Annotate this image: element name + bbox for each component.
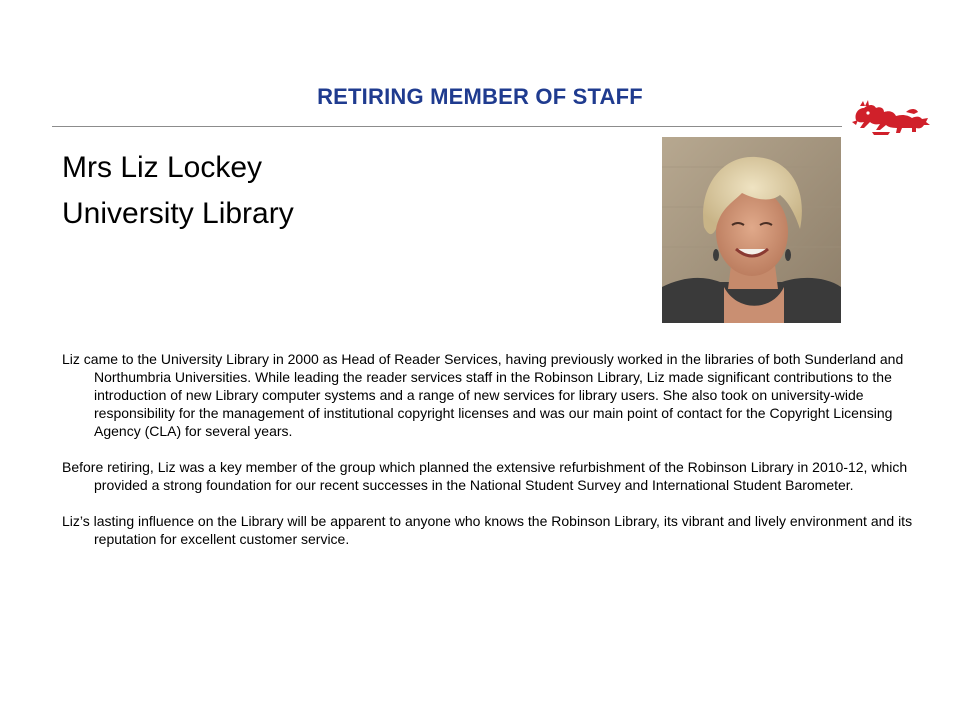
biography-text — [62, 350, 914, 566]
biography-paragraph: Before retiring, Liz was a key member of the group which planned the extensive refurbishment of the Robinson Library in 2010-12, which provided a strong foundation for our recent successes in the National Student Survey and International Student Barometer. — [62, 459, 908, 493]
title-divider — [52, 126, 842, 127]
page-title: RETIRING MEMBER OF STAFF — [317, 84, 643, 109]
biography-paragraph: Liz’s lasting influence on the Library will be apparent to anyone who knows the Robinson Library, its vibrant and lively environment and its reputation for excellent customer service. — [62, 513, 913, 547]
biography-paragraph: Liz came to the University Library in 2000 as Head of Reader Services, having previously worked in the libraries of both Sunderland and Northumbria Universities. While leading the reader services staff in the Robinson Library, Liz made significant contributions to the introduction of new Library computer systems and a range of new services for library users. She also took on university-wide responsibility for the management of institutional copyright licenses and was our main point of contact for the Copyright Licensing Agency (CLA) for several years. — [62, 351, 904, 439]
red-lion-emblem-icon — [850, 98, 934, 138]
staff-department: University Library — [62, 197, 294, 230]
staff-name: Mrs Liz Lockey — [62, 151, 263, 184]
portrait-photo — [662, 137, 841, 323]
